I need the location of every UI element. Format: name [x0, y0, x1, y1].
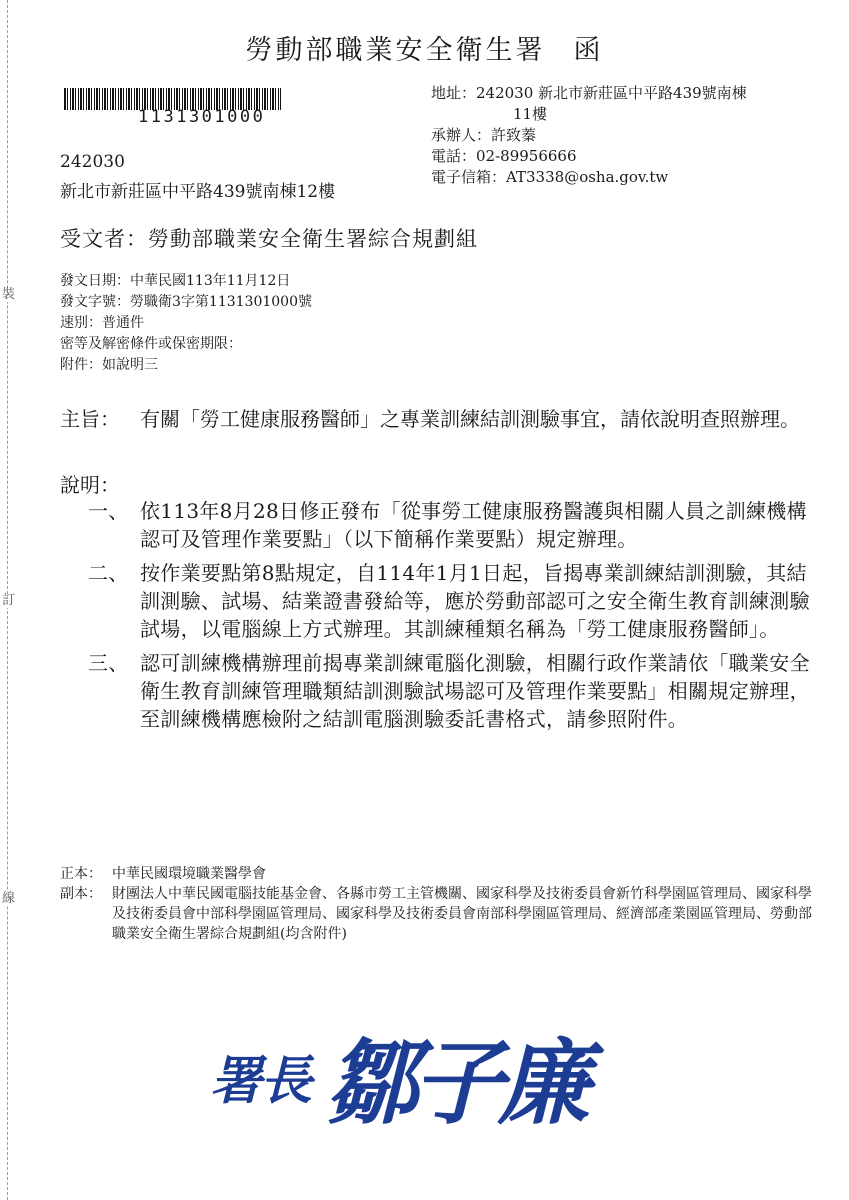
sender-address-cont: 11樓	[513, 105, 548, 123]
document-meta	[60, 271, 312, 376]
cc-label: 副本：	[60, 886, 102, 902]
recipient: 受文者：勞動部職業安全衛生署綜合規劃組	[60, 227, 478, 251]
explanation-item	[88, 649, 823, 733]
subject-label: 主旨：	[60, 407, 120, 431]
issuing-agency: 勞動部職業安全衛生署	[245, 35, 546, 66]
item-number: 二、	[88, 561, 129, 585]
delivery-speed: 速別：普通件	[60, 315, 144, 331]
signature-name: 鄒子廉	[326, 1029, 585, 1137]
binding-mark-zhuang: 裝	[2, 287, 16, 302]
item-text: 認可訓練機構辦理前揭專業訓練電腦化測驗，相關行政作業請依「職業安全衛生教育訓練管理職類結訓測驗試場認可及管理作業要點」相關規定辦理，至訓練機構應檢附之結訓電腦測驗委託書格式，請參照附件。	[140, 651, 810, 731]
original-recipient	[60, 864, 820, 884]
cc-text: 財團法人中華民國電腦技能基金會、各縣市勞工主管機關、國家科學及技術委員會新竹科學園區管理局、國家科學及技術委員會中部科學園區管理局、國家科學及技術委員會南部科學園區管理局、經濟部產業園區管理局、勞動部職業安全衛生署綜合規劃組(均含附件)	[112, 886, 812, 942]
item-number: 一、	[88, 499, 129, 523]
item-text: 按作業要點第8點規定，自114年1月1日起，旨揭專業訓練結訓測驗，其結訓測驗、試場、結業證書發給等，應於勞動部認可之安全衛生教育訓練測驗試場，以電腦線上方式辦理。其訓練種類名稱為「勞工健康服務醫師」。	[140, 561, 810, 641]
binding-mark-ding: 訂	[2, 593, 16, 608]
subject	[60, 405, 820, 433]
item-text: 依113年8月28日修正發布「從事勞工健康服務醫護與相關人員之訓練機構認可及管理作業要點」（以下簡稱作業要點）規定辦理。	[140, 499, 807, 551]
explanation-item	[88, 559, 823, 643]
item-number: 三、	[88, 651, 129, 675]
barcode-number: 1131301000	[138, 107, 266, 127]
sender-contact: 承辦人：許致蓁	[431, 126, 537, 144]
explanation-item	[88, 497, 823, 553]
sender-phone: 電話：02-89956666	[431, 147, 577, 165]
recipient-street: 新北市新莊區中平路439號南棟12樓	[60, 182, 336, 202]
attachments: 附件：如說明三	[60, 357, 158, 373]
security-level: 密等及解密條件或保密期限：	[60, 336, 242, 352]
sender-info	[431, 83, 747, 188]
distribution-list	[60, 864, 820, 944]
original-label: 正本：	[60, 866, 102, 882]
cc-recipients	[60, 884, 820, 944]
recipient-zip: 242030	[60, 152, 125, 172]
signature-title: 署長	[210, 1050, 311, 1112]
issue-date: 發文日期：中華民國113年11月12日	[60, 273, 291, 289]
binding-mark-xian: 線	[2, 891, 16, 906]
sender-email: 電子信箱：AT3338@osha.gov.tw	[431, 168, 669, 186]
subject-text: 有關「勞工健康服務醫師」之專業訓練結訓測驗事宜，請依說明查照辦理。	[140, 407, 800, 431]
document-type: 函	[573, 35, 604, 66]
sender-address: 地址：242030 新北市新莊區中平路439號南棟	[431, 84, 747, 102]
explanation-items	[88, 497, 823, 739]
document-title	[0, 28, 849, 67]
explanation-label: 說明：	[60, 473, 120, 497]
original-text: 中華民國環境職業醫學會	[112, 866, 266, 882]
document-number: 發文字號：勞職衛3字第1131301000號	[60, 294, 312, 310]
signature-stamp	[210, 1010, 584, 1142]
